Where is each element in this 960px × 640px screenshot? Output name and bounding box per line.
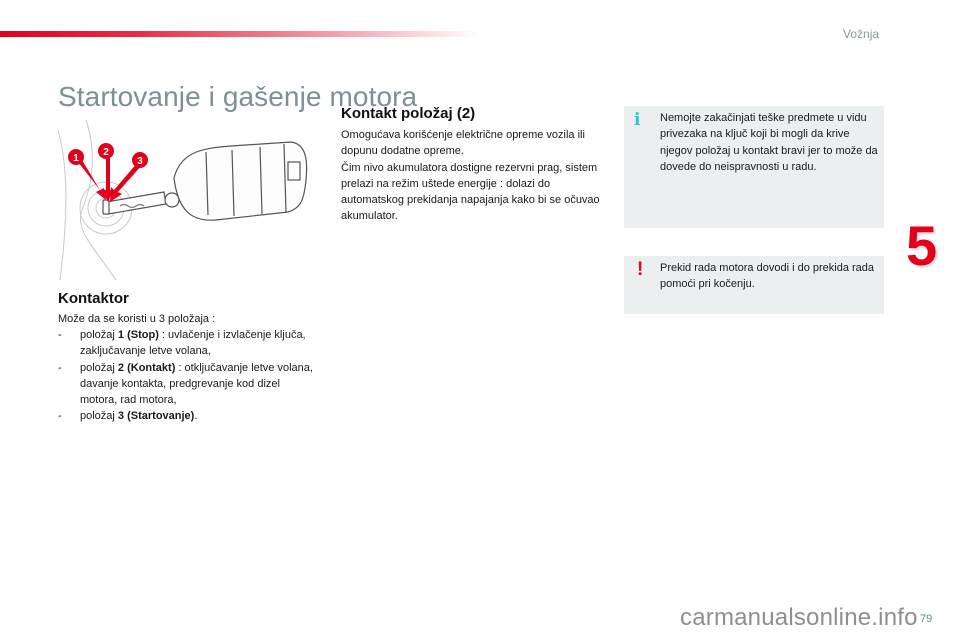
section-label: Vožnja bbox=[843, 27, 880, 41]
item-prefix: položaj bbox=[80, 410, 118, 423]
kontakt-paragraph-2: Čim nivo akumulatora dostigne rezervni prag, sistem prelazi na režim uštede energije : dolazi do automatskog prekidanja napajanja kako bi se očuvao akumulator. bbox=[341, 161, 600, 223]
kontakt-polozaj-text bbox=[341, 127, 606, 225]
info-note-box bbox=[624, 106, 884, 228]
kontaktor-intro: Može da se koristi u 3 položaja : bbox=[58, 313, 216, 325]
warning-icon: ! bbox=[637, 259, 644, 280]
watermark: carmanualsonline.info bbox=[680, 604, 918, 631]
kontakt-polozaj-heading: Kontakt položaj (2) bbox=[341, 105, 476, 122]
item-rest: : uvlačenje i izvlačenje ključa, zaključavanje letve volana, bbox=[80, 329, 306, 358]
item-bold: 3 (Startovanje) bbox=[117, 410, 195, 423]
item-bold: 2 (Kontakt) bbox=[117, 361, 176, 374]
item-prefix: položaj bbox=[80, 361, 118, 374]
warning-note-text: Prekid rada motora dovodi i do prekida rada pomoći pri kočenju. bbox=[660, 262, 875, 291]
list-item bbox=[58, 360, 318, 409]
ignition-key-illustration bbox=[56, 120, 316, 280]
marker-3: 3 bbox=[137, 156, 143, 167]
marker-2: 2 bbox=[103, 147, 109, 158]
page-title: Startovanje i gašenje motora bbox=[58, 80, 418, 112]
header-accent-bar bbox=[0, 31, 480, 37]
info-icon: i bbox=[634, 110, 641, 130]
list-item bbox=[58, 408, 318, 424]
info-note-text: Nemojte zakačinjati teške predmete u vidu privezaka na ključ koji bi mogli da krive njegov položaj u kontakt bravi jer to može da dovede do neispravnosti u radu. bbox=[660, 112, 878, 173]
list-dash: - bbox=[58, 329, 62, 341]
chapter-number: 5 bbox=[906, 214, 938, 277]
item-rest: : otključavanje letve volana, davanje kontakta, predgrevanje kod dizel motora, rad motora, bbox=[80, 361, 313, 407]
kontaktor-positions-list bbox=[58, 327, 318, 425]
page-number: 79 bbox=[920, 613, 933, 625]
list-item bbox=[58, 327, 318, 360]
marker-1: 1 bbox=[73, 153, 79, 164]
kontakt-paragraph-1: Omogućava korišćenje električne opreme vozila ili dopunu dodatne opreme. bbox=[341, 129, 585, 158]
list-dash: - bbox=[58, 361, 62, 374]
list-dash: - bbox=[58, 410, 62, 423]
warning-note-box bbox=[624, 256, 884, 314]
item-prefix: položaj bbox=[80, 329, 118, 341]
item-bold: 1 (Stop) bbox=[117, 329, 159, 341]
item-rest: . bbox=[194, 410, 198, 423]
kontaktor-heading: Kontaktor bbox=[58, 290, 129, 307]
